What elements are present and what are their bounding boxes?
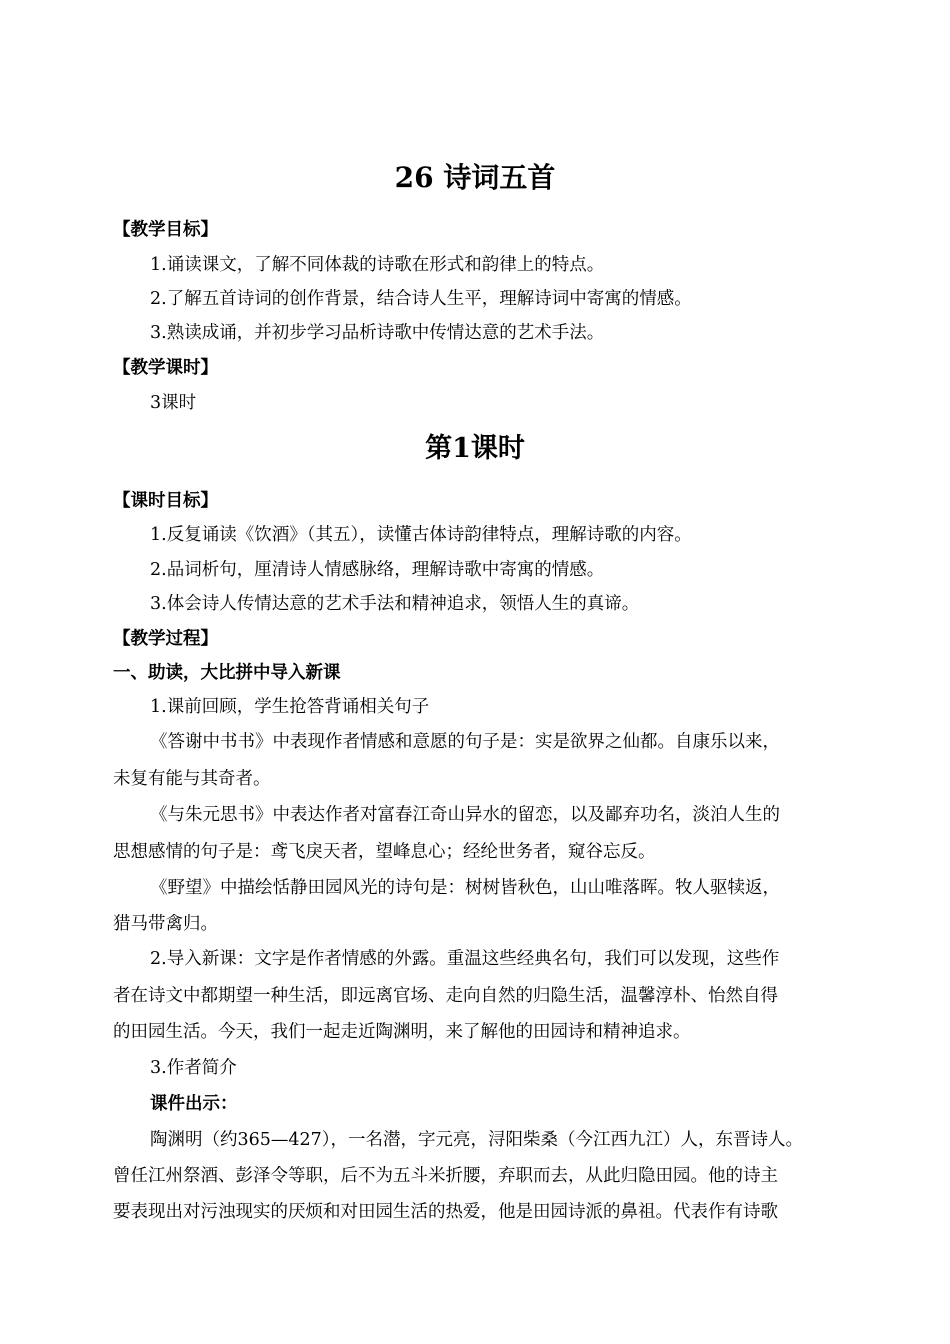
paragraph-line: 未复有能与其奇者。 [113,769,271,789]
paragraph-line: 思想感情的句子是：鸢飞戾天者，望峰息心；经纶世务者，窥谷忘反。 [113,842,656,862]
paragraph-line: 《答谢中书书》中表现作者情感和意愿的句子是：实是欲界之仙都。自康乐以来， [150,732,780,752]
paragraph-line: 《与朱元思书》中表达作者对富春江奇山异水的留恋，以及鄙弃功名，淡泊人生的 [150,805,780,825]
paragraph-line: 的田园生活。今天，我们一起走近陶渊明，来了解他的田园诗和精神追求。 [113,1022,691,1042]
lesson-title: 第1课时 [425,433,525,464]
paragraph-line: 曾任江州祭酒、彭泽令等职，后不为五斗米折腰，弃职而去，从此归隐田园。他的诗主 [113,1166,778,1186]
paragraph-line: 陶渊明（约365—427），一名潜，字元亮，浔阳柴桑（今江西九江）人，东晋诗人。 [150,1130,804,1150]
objective-item: 2.了解五首诗词的创作背景，结合诗人生平，理解诗词中寄寓的情感。 [150,289,692,309]
lesson-objective-item: 1.反复诵读《饮酒》（其五），读懂古体诗韵律特点，理解诗歌的内容。 [150,525,692,545]
paragraph-line: 《野望》中描绘恬静田园风光的诗句是：树树皆秋色，山山唯落晖。牧人驱犊返， [150,878,780,898]
courseware-label: 课件出示： [150,1094,238,1114]
hours-value: 3课时 [150,393,197,413]
paragraph-line: 要表现出对污浊现实的厌烦和对田园生活的热爱，他是田园诗派的鼻祖。代表作有诗歌 [113,1202,778,1222]
step-text: 1.课前回顾，学生抢答背诵相关句子 [150,697,430,717]
lesson-objective-item: 3.体会诗人传情达意的艺术手法和精神追求，领悟人生的真谛。 [150,594,640,614]
paragraph-line: 者在诗文中都期望一种生活，即远离官场、走向自然的归隐生活，温馨淳朴、怡然自得 [113,986,778,1006]
paragraph-line: 2.导入新课：文字是作者情感的外露。重温这些经典名句，我们可以发现，这些作 [150,949,780,969]
section-heading: 一、助读，大比拼中导入新课 [113,663,341,683]
page-title: 26 诗词五首 [394,161,556,194]
lesson-objectives-heading: 【课时目标】 [113,491,218,511]
step-text: 3.作者简介 [150,1058,237,1078]
lesson-objective-item: 2.品词析句，厘清诗人情感脉络，理解诗歌中寄寓的情感。 [150,560,605,580]
objective-item: 1.诵读课文，了解不同体裁的诗歌在形式和韵律上的特点。 [150,255,605,275]
objectives-heading: 【教学目标】 [113,220,218,240]
objective-item: 3.熟读成诵，并初步学习品析诗歌中传情达意的艺术手法。 [150,323,605,343]
process-heading: 【教学过程】 [113,629,218,649]
paragraph-line: 猎马带禽归。 [113,914,218,934]
hours-heading: 【教学课时】 [113,358,218,378]
